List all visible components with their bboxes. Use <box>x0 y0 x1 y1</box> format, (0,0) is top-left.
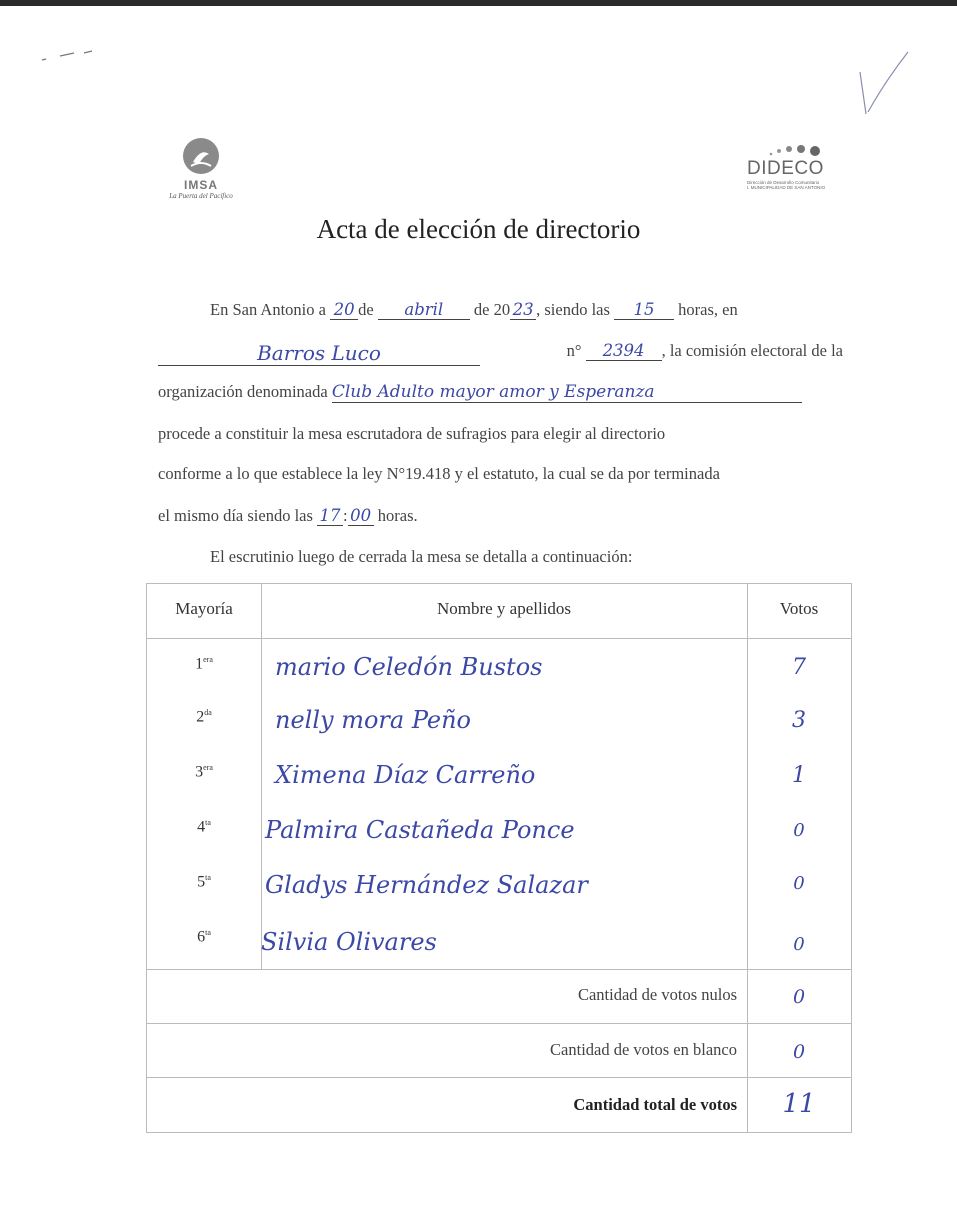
header-rank: Mayoría <box>175 599 233 618</box>
scan-top-edge <box>0 0 957 6</box>
line1-text-2: de <box>358 300 374 319</box>
table-row <box>147 639 851 694</box>
organization-name-field: Club Adulto mayor amor y Esperanza <box>332 382 802 403</box>
candidate-votes: 1 <box>792 763 806 788</box>
dideco-subtitle-2: I. MUNICIPALIDAD DE SAN ANTONIO <box>747 185 826 190</box>
candidate-name: nelly mora Peño <box>275 706 471 734</box>
candidate-name: mario Celedón Bustos <box>275 653 543 681</box>
total-votes-value: 11 <box>782 1089 816 1119</box>
scrutiny-intro: El escrutinio luego de cerrada la mesa se detalla a continuación: <box>210 547 633 566</box>
hour-field: 15 <box>614 300 674 320</box>
row-rank: $6^{ta}$ <box>197 928 211 946</box>
imsa-tagline: La Puerta del Pacífico <box>169 192 233 200</box>
table-row <box>147 914 851 969</box>
handwritten-check-mark <box>856 50 916 120</box>
results-table <box>146 583 852 1133</box>
row-rank: $5^{ta}$ <box>197 873 211 891</box>
line1-text-4: , siendo las <box>536 300 610 319</box>
candidate-name: Silvia Olivares <box>261 928 437 956</box>
line3-text-1: organización denominada <box>158 382 328 401</box>
dideco-brand: DIDECO <box>747 158 824 179</box>
year-field: 23 <box>510 300 536 320</box>
table-row <box>147 749 851 804</box>
candidate-votes: 0 <box>793 820 805 841</box>
line2-text-2: , la comisión electoral de la <box>661 341 843 360</box>
line6-text-1: el mismo día siendo las <box>158 506 313 525</box>
dideco-dots-icon <box>765 140 825 158</box>
candidate-votes: 0 <box>793 934 805 955</box>
table-row <box>147 859 851 914</box>
row-divider <box>147 969 851 970</box>
paragraph-line-5: conforme a lo que establece la ley N°19.418 y el estatuto, la cual se da por terminada <box>158 464 720 483</box>
line1-text-1: En San Antonio a <box>210 300 326 319</box>
null-votes-value: 0 <box>792 986 806 1008</box>
paragraph-line-3 <box>158 382 843 403</box>
paragraph-line-2 <box>158 341 843 366</box>
candidate-votes: 7 <box>792 655 806 680</box>
number-field: 2394 <box>586 341 662 361</box>
candidate-name: Gladys Hernández Salazar <box>265 871 588 899</box>
header-name: Nombre y apellidos <box>436 599 572 618</box>
candidate-votes: 0 <box>793 873 805 894</box>
row-rank: $4^{ta}$ <box>197 818 211 836</box>
table-row <box>147 804 851 859</box>
blank-votes-label: Cantidad de votos en blanco <box>550 1040 737 1059</box>
line1-text-5: horas, en <box>678 300 738 319</box>
line1-text-3: de 20 <box>473 300 511 319</box>
row-rank: $2^{da}$ <box>196 708 212 726</box>
paragraph-line-6 <box>158 506 843 526</box>
end-hour-field: 17 <box>317 506 343 526</box>
blank-votes-value: 0 <box>792 1041 806 1063</box>
candidate-name: Ximena Díaz Carreño <box>275 761 536 789</box>
row-divider <box>147 1023 851 1024</box>
line6-text-2: horas. <box>377 506 418 525</box>
paragraph-line-4: procede a constituir la mesa escrutadora de sufragios para elegir al directorio <box>158 424 666 443</box>
candidate-name: Palmira Castañeda Ponce <box>265 816 575 844</box>
time-separator: : <box>343 506 348 525</box>
paragraph-line-1 <box>210 300 843 320</box>
header-votes: Votos <box>779 599 819 618</box>
line2-text-1: n° <box>566 341 582 360</box>
dideco-logo <box>747 140 847 202</box>
candidate-votes: 3 <box>792 708 806 733</box>
row-divider <box>147 1077 851 1078</box>
row-rank: $3^{era}$ <box>195 763 213 781</box>
null-votes-label: Cantidad de votos nulos <box>577 985 737 1004</box>
day-field: 20 <box>330 300 358 320</box>
imsa-brand: IMSA <box>184 178 218 192</box>
scan-speck-marks <box>40 50 100 64</box>
municipal-emblem-icon <box>181 136 221 176</box>
table-row <box>147 694 851 749</box>
place-field: Barros Luco <box>158 341 480 366</box>
total-votes-label: Cantidad total de votos <box>573 1095 737 1114</box>
imsa-logo <box>160 136 242 208</box>
page-title: Acta de elección de directorio <box>316 214 641 244</box>
dideco-subtitle-1: Dirección de Desarrollo Comunitario <box>747 180 820 185</box>
month-field: abril <box>378 300 470 320</box>
end-minutes-field: 00 <box>348 506 374 526</box>
row-rank: $1^{era}$ <box>195 655 213 673</box>
